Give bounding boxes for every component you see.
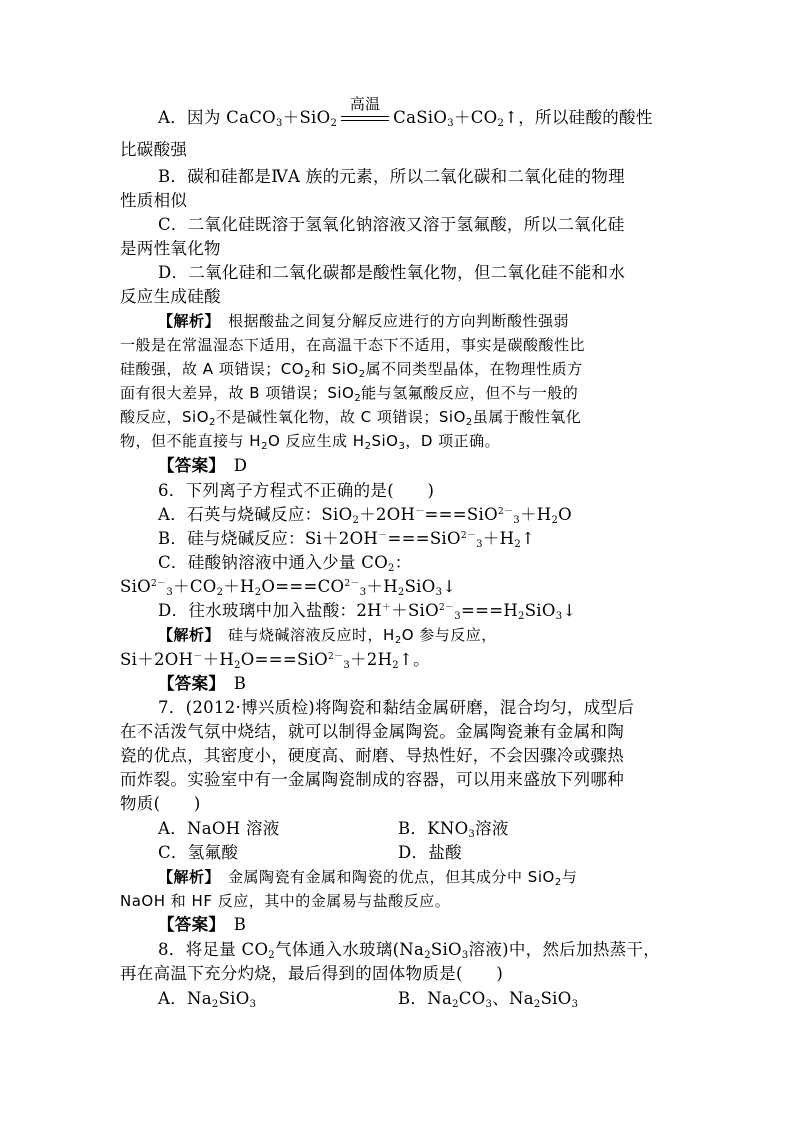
q6-option-d: D．往水玻璃中加入盐酸：$2H^++SiO^{2-}_3===H_2SiO_3↓$: [158, 601, 577, 622]
q5-analysis-line4: 面有很大差异，故 B 项错误；SiO$_2$能与氢氟酸反应，但不与一般的: [120, 384, 579, 404]
q7-stem-line2: 在不活泼气氛中烧结，就可以制得金属陶瓷。金属陶瓷兼有金属和陶: [120, 722, 624, 741]
analysis-tag: 【解析】: [158, 312, 213, 330]
q5-option-c-line1: C．二氧化硅既溶于氢氧化钠溶液又溶于氢氟酸，所以二氧化硅: [158, 215, 625, 234]
q6-option-b: B．硅与烧碱反应：$Si+2OH^-===SiO^{2-}_3+H_2↑$: [158, 529, 536, 550]
q6-analysis-line1: 【解析】 硅与烧碱溶液反应时，$H_2O$ 参与反应，: [158, 626, 497, 646]
answer-value: B: [233, 674, 247, 693]
q5-option-d-line1: D．二氧化硅和二氧化碳都是酸性氧化物，但二氧化硅不能和水: [158, 263, 626, 282]
q6-analysis-line2: $Si+2OH^-+H_2O===SiO^{2-}_3+2H_2↑$。: [120, 650, 430, 671]
q8-stem-line1: 8．将足量 $CO_2$气体通入水玻璃($Na_2SiO_3$溶液)中，然后加热蒸干，: [158, 940, 661, 961]
q6-option-c-line2: $SiO^{2-}_3+CO_2+H_2O===CO^{2-}_3+H_2SiO_3↓$: [120, 577, 457, 598]
q7-option-c: C．氢氟酸: [158, 843, 239, 862]
q5-analysis-line2: 一般是在常温湿态下适用，在高温干态下不适用，事实是碳酸酸性比: [120, 336, 586, 354]
q5-option-b-line1: B．碳和硅都是ⅣA 族的元素，所以二氧化碳和二氧化硅的物理: [158, 167, 625, 186]
answer-tag: 【答案】: [158, 915, 217, 934]
q8-option-a: A．$Na_2SiO_3$: [158, 989, 257, 1010]
answer-value: B: [233, 915, 247, 934]
q5-answer: [158, 455, 247, 477]
q5-option-b-line2: 性质相似: [120, 191, 188, 210]
q7-option-d: D．盐酸: [398, 843, 462, 862]
q6-option-a: A．石英与烧碱反应：$SiO_2+2OH^-===SiO^{2-}_3+H_2O$: [158, 505, 572, 526]
answer-tag: 【答案】: [158, 456, 217, 475]
q5-analysis-line5: 酸反应，SiO$_2$不是碱性氧化物，故 C 项错误；SiO$_2$虽属于酸性氧化: [120, 408, 582, 428]
q6-stem: 6．下列离子方程式不正确的是( ): [158, 481, 435, 500]
q5-option-a-line2: 比碳酸强: [120, 140, 188, 159]
analysis-tag: 【解析】: [158, 626, 213, 644]
reaction-condition: 高温: [341, 107, 389, 129]
q5-analysis-line6: 物，但不能直接与 $H_2O$ 反应生成 $H_2SiO_3$，D 项正确。: [120, 432, 501, 452]
q7-stem-line4: 而炸裂。实验室中有一金属陶瓷制成的容器，可以用来盛放下列哪种: [120, 770, 624, 789]
q5-option-a-line1: A．因为 CaCO$_3$＋SiO$_2$ 高温 $CaSiO_3+CO_2↑$，所以硅酸的酸性: [158, 95, 653, 129]
q7-stem-line3: 瓷的优点，其密度小，硬度高、耐磨、导热性好，不会因骤冷或骤热: [120, 746, 624, 765]
answer-value: D: [233, 456, 248, 475]
analysis-tag: 【解析】: [158, 868, 213, 886]
q6-answer: [158, 673, 246, 695]
q5-analysis-line3: 硅酸强，故 A 项错误；$CO_2$和 SiO$_2$属不同类型晶体，在物理性质方: [120, 360, 583, 380]
q7-stem-line1: 7．(2012·博兴质检)将陶瓷和黏结金属研磨，混合均匀，成型后: [158, 698, 635, 717]
q5-option-c-line2: 是两性氧化物: [120, 239, 221, 258]
q7-option-a: A．NaOH 溶液: [158, 819, 280, 838]
q5-analysis-line1: 【解析】 根据酸盐之间复分解反应进行的方向判断酸性强弱: [158, 312, 570, 330]
q7-stem-line5: 物质( ): [120, 794, 201, 813]
q5-option-d-line2: 反应生成硅酸: [120, 287, 221, 306]
answer-tag: 【答案】: [158, 674, 217, 693]
q7-options-ab: [158, 818, 280, 840]
q8-stem-line2: 再在高温下充分灼烧，最后得到的固体物质是( ): [120, 964, 504, 983]
q8-option-b: B．$Na_2CO_3$、$Na_2SiO_3$: [398, 989, 579, 1010]
q6-option-c-line1: C．硅酸钠溶液中通入少量 $CO_2$：: [158, 553, 412, 574]
q7-answer: [158, 914, 246, 936]
q7-analysis-line2: NaOH 和 HF 反应，其中的金属易与盐酸反应。: [120, 892, 451, 910]
q7-option-b: B．$KNO_3$溶液: [398, 819, 509, 840]
q7-analysis-line1: 【解析】 金属陶瓷有金属和陶瓷的优点，但其成分中 SiO$_2$与: [158, 868, 578, 888]
